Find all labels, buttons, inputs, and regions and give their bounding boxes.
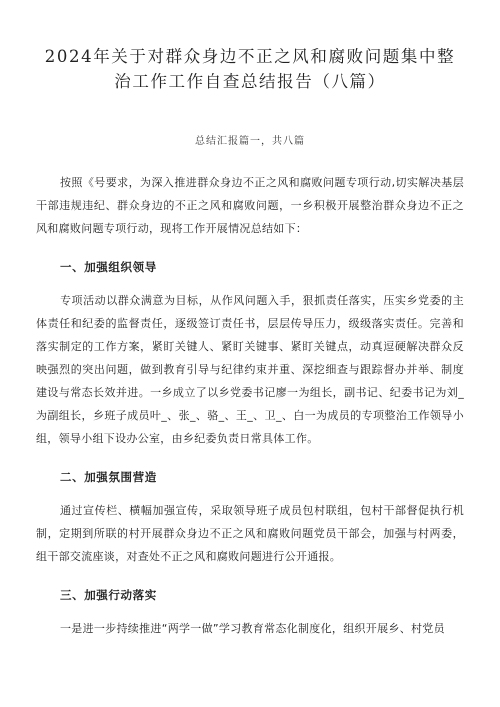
intro-paragraph: 按照《号要求，为深入推进群众身边不正之风和腐败问题专项行动,切实解决基层干部违规违纪、群众身边的不正之风和腐败问题，一乡积极开展整治群众身边不正之风和腐败问题专项行动，现将工作开展情况总结如下： bbox=[36, 176, 464, 235]
section-heading-2: 二、加强氛围营造 bbox=[60, 470, 157, 484]
document-title: 2024年关于对群众身边不正之风和腐败问题集中整治工作工作自查总结报告（八篇） bbox=[44, 47, 456, 91]
section-body-2: 通过宣传栏、横幅加强宣传，采取领导班子成员包村联组，包村干部督促执行机制，定期到所联的村开展群众身边不正之风和腐败问题党员干部会，加强与村两委，组干部交流座谈，对查处不正之风和腐败问题进行公开通报。 bbox=[36, 504, 464, 563]
section-heading-3: 三、加强行动落实 bbox=[60, 588, 157, 602]
section-heading-1: 一、加强组织领导 bbox=[60, 260, 157, 274]
section-body-3: 一是进一步持续推进“两学一做”学习教育常态化制度化，组织开展乡、村党员 bbox=[60, 622, 445, 635]
document-subtitle: 总结汇报篇一，共八篇 bbox=[195, 136, 305, 147]
section-body-1: 专项活动以群众满意为目标，从作风问题入手，狠抓责任落实，压实乡党委的主体责任和纪委的监督责任，逐级签订责任书，层层传导压力，级级落实责任。完善和落实制定的工作方案，紧盯关键人、紧盯关键事、紧盯关键点，动真逗硬解决群众反映强烈的突出问题，做到教育引导与纪律约束并重、深挖细查与跟踪督办并举、制度建设与常态长效并进。一乡成立了以乡党委书记廖一为组长，副书记、纪委书记为刘_为副组长，乡班子成员叶_、张_、骆_、王_、卫_、白一为成员的专项整治工作领导小组，领导小组下设办公室，由乡纪委负责日常具体工作。 bbox=[36, 294, 464, 445]
